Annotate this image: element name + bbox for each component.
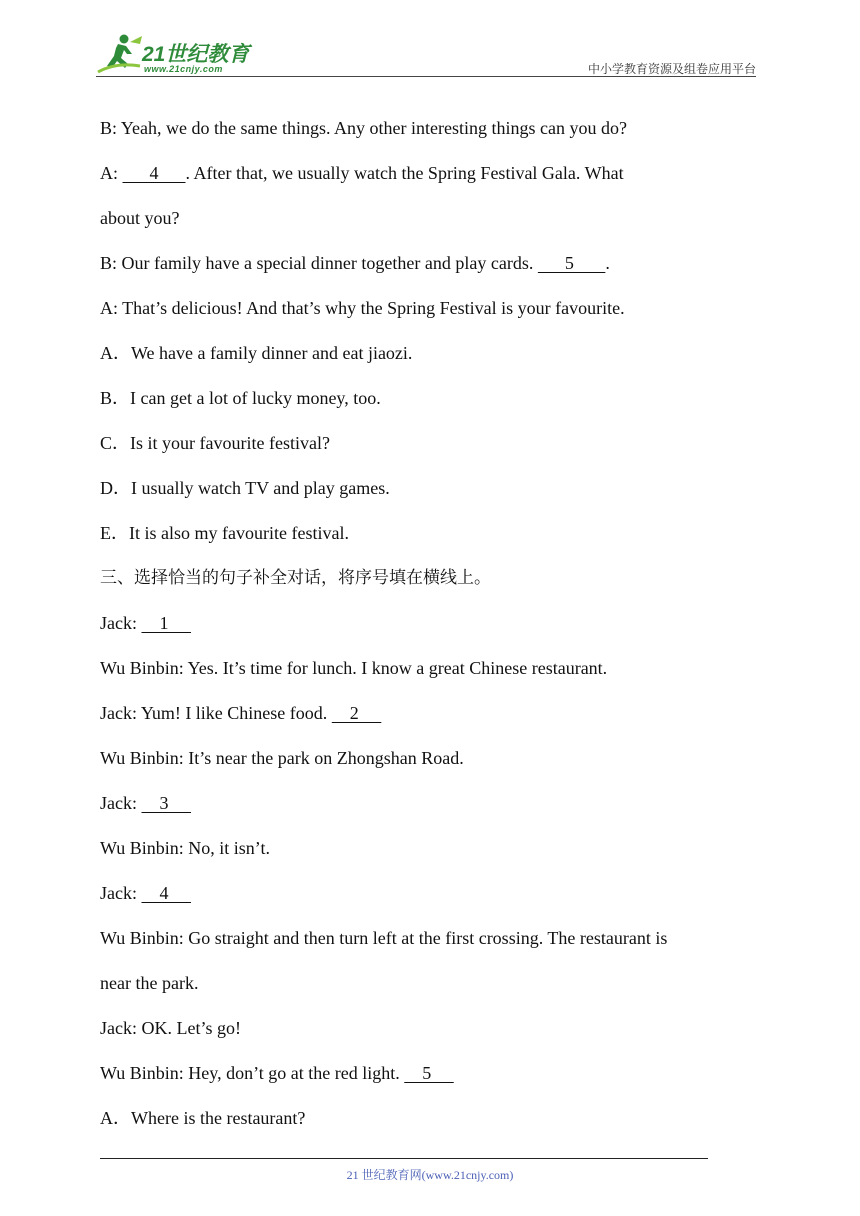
text-line	[100, 331, 750, 376]
text-line	[100, 691, 750, 736]
text-line	[100, 511, 750, 556]
line-text: E．It is also my favourite festival.	[100, 523, 349, 543]
line-text-after-blank: .	[605, 253, 610, 273]
line-text: Wu Binbin: It’s near the park on Zhongshan Road.	[100, 748, 464, 768]
line-text: Wu Binbin: No, it isn’t.	[100, 838, 270, 858]
text-line	[100, 781, 750, 826]
text-line	[100, 466, 750, 511]
answer-blank[interactable]: 3	[141, 793, 191, 813]
line-text: D．I usually watch TV and play games.	[100, 478, 390, 498]
line-text: near the park.	[100, 973, 199, 993]
logo-text: 21世纪教育	[142, 43, 250, 66]
header-divider	[96, 76, 756, 77]
answer-blank[interactable]: 5	[404, 1063, 454, 1083]
text-line	[100, 916, 750, 961]
footer-divider	[100, 1158, 708, 1159]
line-text: A:	[100, 163, 123, 183]
line-text: Jack: Yum! I like Chinese food.	[100, 703, 332, 723]
line-text: A．We have a family dinner and eat jiaozi.	[100, 343, 413, 363]
text-line	[100, 421, 750, 466]
text-line	[100, 196, 750, 241]
line-text: Wu Binbin: Hey, don’t go at the red light.	[100, 1063, 405, 1083]
answer-blank[interactable]: 2	[331, 703, 382, 723]
line-text: B: Yeah, we do the same things. Any other interesting things can you do?	[100, 118, 627, 138]
line-text: Wu Binbin: Go straight and then turn left at the first crossing. The restaurant is	[100, 928, 668, 948]
logo-url: www.21cnjy.com	[144, 64, 223, 74]
text-line	[100, 1051, 750, 1096]
line-text: 三、选择恰当的句子补全对话，将序号填在横线上。	[100, 568, 491, 588]
text-line	[100, 826, 750, 871]
answer-blank[interactable]: 5	[537, 253, 606, 273]
line-text: Wu Binbin: Yes. It’s time for lunch. I know a great Chinese restaurant.	[100, 658, 608, 678]
line-text: C．Is it your favourite festival?	[100, 433, 330, 453]
line-text: about you?	[100, 208, 180, 228]
line-text: B: Our family have a special dinner together and play cards.	[100, 253, 538, 273]
footer-text: 21 世纪教育网(www.21cnjy.com)	[346, 1168, 514, 1182]
header-platform-text: 中小学教育资源及组卷应用平台	[587, 62, 756, 76]
line-text: A: That’s delicious! And that’s why the Spring Festival is your favourite.	[100, 298, 625, 318]
page-header	[96, 32, 756, 78]
text-line	[100, 601, 750, 646]
text-line	[100, 1006, 750, 1051]
line-text: Jack: OK. Let’s go!	[100, 1018, 241, 1038]
line-text: A．Where is the restaurant?	[100, 1108, 306, 1128]
line-text: B．I can get a lot of lucky money, too.	[100, 388, 381, 408]
document-body	[100, 106, 750, 1141]
text-line	[100, 286, 750, 331]
text-line	[100, 646, 750, 691]
text-line	[100, 961, 750, 1006]
line-text: Jack:	[100, 883, 142, 903]
running-man-logo-icon	[96, 32, 144, 76]
line-text: Jack:	[100, 613, 142, 633]
text-line	[100, 376, 750, 421]
text-line	[100, 556, 750, 601]
text-line	[100, 736, 750, 781]
text-line	[100, 241, 750, 286]
text-line	[100, 871, 750, 916]
text-line	[100, 151, 750, 196]
site-logo	[96, 32, 266, 76]
answer-blank[interactable]: 1	[141, 613, 191, 633]
line-text: Jack:	[100, 793, 142, 813]
line-text-after-blank: . After that, we usually watch the Spring Festival Gala. What	[185, 163, 624, 183]
text-line	[100, 106, 750, 151]
answer-blank[interactable]: 4	[141, 883, 191, 903]
answer-blank[interactable]: 4	[122, 163, 186, 183]
text-line	[100, 1096, 750, 1141]
